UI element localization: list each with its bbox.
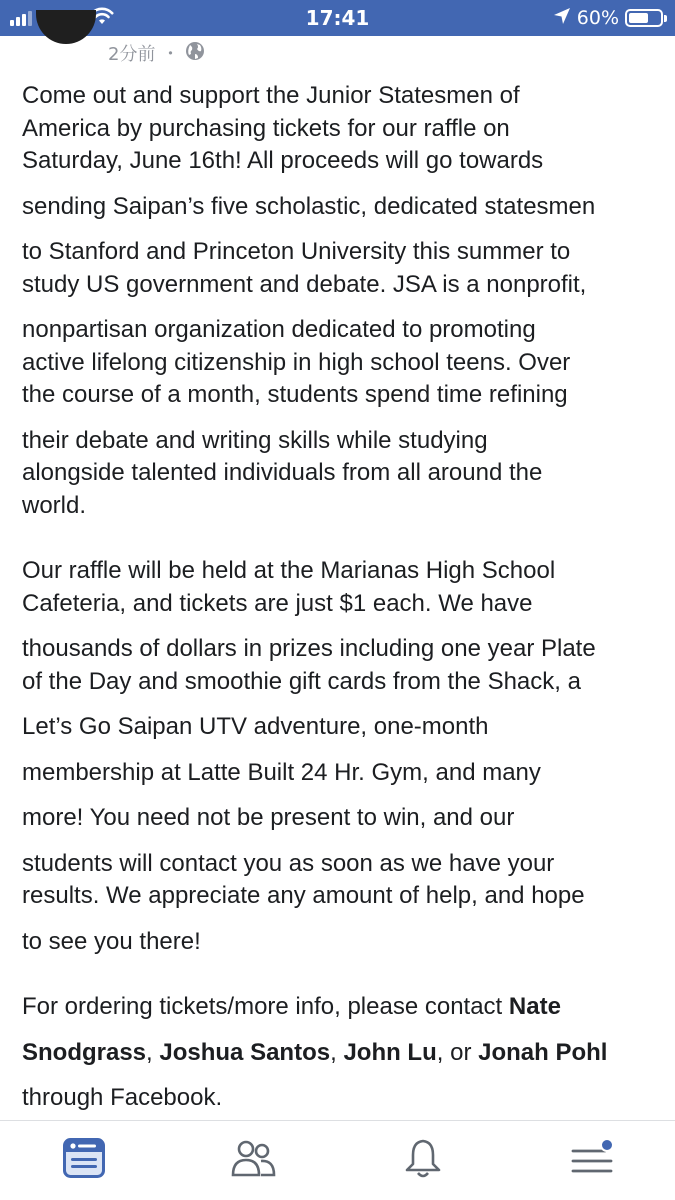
post-line: world. — [22, 491, 87, 519]
post-body — [22, 80, 657, 1115]
location-arrow-icon — [553, 7, 571, 29]
meta-separator: ・ — [161, 44, 180, 65]
post-line: alongside talented individuals from all around the — [22, 459, 543, 486]
post-line: results. We appreciate any amount of help, and hope — [22, 882, 585, 909]
post-line: thousands of dollars in prizes including one year Plate — [22, 635, 596, 662]
post-line: their debate and writing skills while studying — [22, 426, 488, 454]
post-line: membership at Latte Built 24 Hr. Gym, and many — [22, 758, 541, 786]
post-line: active lifelong citizenship in high school teens. Over — [22, 348, 571, 376]
status-bar — [0, 0, 675, 36]
battery-icon — [625, 9, 663, 27]
clock: 17:41 — [305, 6, 370, 30]
post-line: Cafeteria, and tickets are just $1 each. We have — [22, 589, 533, 617]
tab-bar — [0, 1120, 675, 1200]
post-line: Let’s Go Saipan UTV adventure, one-month — [22, 713, 489, 740]
contact-line — [22, 1037, 657, 1070]
post-line: Saturday, June 16th! All proceeds will go towards — [22, 147, 544, 174]
tab-news-feed[interactable] — [56, 1135, 112, 1185]
post-meta — [108, 40, 205, 66]
status-right — [553, 7, 663, 29]
post-line: sending Saipan’s five scholastic, dedicated statesmen — [22, 192, 596, 220]
post-line: to see you there! — [22, 927, 201, 955]
contact-name-snodgrass[interactable]: Snodgrass — [22, 1038, 147, 1066]
contact-suffix: through Facebook. — [22, 1084, 223, 1111]
post-line: more! You need not be present to win, and our — [22, 804, 515, 831]
avatar[interactable] — [36, 10, 96, 44]
tab-notifications[interactable] — [395, 1135, 451, 1185]
contact-prefix: For ordering tickets/more info, please contact — [22, 993, 509, 1020]
tab-friends[interactable] — [225, 1135, 281, 1185]
globe-icon — [185, 41, 205, 66]
contact-name-nate[interactable]: Nate — [508, 993, 561, 1020]
post-line: the course of a month, students spend time refining — [22, 381, 568, 408]
post-line: to Stanford and Princeton University this summer to — [22, 238, 571, 265]
friends-icon — [230, 1138, 276, 1183]
contact-separator: , or — [436, 1038, 479, 1066]
menu-icon — [567, 1137, 615, 1184]
post-line: Our raffle will be held at the Marianas High School — [22, 557, 556, 584]
post-line: America by purchasing tickets for our raffle on — [22, 114, 510, 142]
contact-separator: , — [146, 1038, 160, 1066]
post-line: nonpartisan organization dedicated to promoting — [22, 316, 536, 343]
contact-name-jonah-pohl[interactable]: Jonah Pohl — [478, 1038, 608, 1066]
post-line: study US government and debate. JSA is a nonprofit, — [22, 270, 587, 298]
news-feed-icon — [63, 1138, 105, 1183]
contact-name-john-lu[interactable]: John Lu — [343, 1038, 437, 1066]
contact-separator: , — [330, 1038, 344, 1066]
post-line: of the Day and smoothie gift cards from the Shack, a — [22, 667, 581, 695]
post-line: students will contact you as soon as we have your — [22, 849, 555, 877]
post-timestamp[interactable]: 2分前 — [108, 44, 156, 65]
battery-percent: 60% — [576, 7, 619, 29]
contact-name-joshua-santos[interactable]: Joshua Santos — [159, 1038, 331, 1066]
contact-line — [22, 991, 657, 1024]
post-line: Come out and support the Junior Statesmen of — [22, 82, 520, 109]
tab-menu[interactable] — [563, 1135, 619, 1185]
bell-icon — [402, 1137, 444, 1184]
